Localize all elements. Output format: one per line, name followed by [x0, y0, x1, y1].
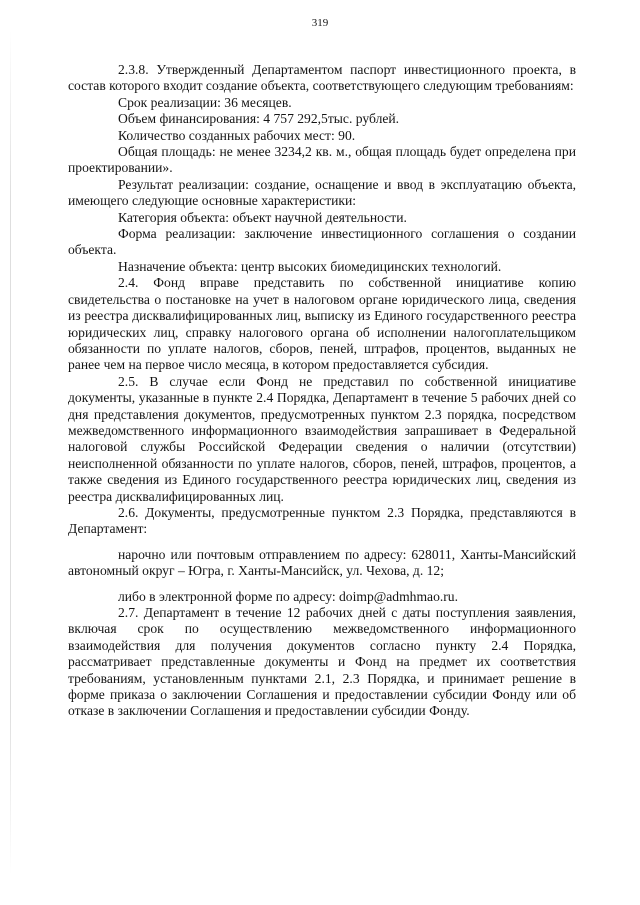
paragraph-jobs: Количество созданных рабочих мест: 90.: [118, 127, 356, 143]
paragraph-2-7: 2.7. Департамент в течение 12 рабочих дней с даты поступления заявления, включая срок по осуществлению межведомственного информационного взаимодействия для получения документов согласно пункту 2.4 Порядка, рассматривает представленные документы и Фонд на предмет их соответствия требованиям, установленным пунктами 2.1, 2.3 Порядка, и принимает решение в форме приказа о заключении Соглашения и предоставлении субсидии Фонду или об отказе в заключении Соглашения и предоставлении субсидии Фонду.: [68, 605, 576, 719]
paragraph-term: Срок реализации: 36 месяцев.: [118, 94, 292, 110]
page-number: 319: [311, 17, 329, 29]
paragraph-delivery: нарочно или почтовым отправлением по адресу: 628011, Ханты-Мансийский автономный округ – Югра, г. Ханты-Мансийск, ул. Чехова, д. 12;: [68, 546, 576, 579]
paragraph-2-4: 2.4. Фонд вправе представить по собственной инициативе копию свидетельства о постановке на учет в налоговом органе юридического лица, сведения из реестра дисквалифицированных лиц, выписку из Единого государственного реестра юридических лиц, справку налогового органа об исполнении налогоплательщиком обязанности по уплате налогов, сборов, пеней, штрафов, процентов, выданных не ранее чем на первое число месяца, в котором предоставляется субсидия.: [68, 275, 576, 373]
paragraph-electronic: либо в электронной форме по адресу: doimp@admhmao.ru.: [118, 588, 458, 604]
paragraph-2-5: 2.5. В случае если Фонд не представил по собственной инициативе документы, указанные в пункте 2.4 Порядка, Департамент в течение 5 рабочих дней со дня представления документов, предусмотренных пунктом 2.3 порядка, посредством межведомственного информационного взаимодействия запрашивает в Федеральной налоговой службы Российской Федерации сведения о наличии (отсутствии) неисполненной обязанности по уплате налогов, сборов, пеней, штрафов, процентов, а также сведения из Единого государственного реестра юридических лиц, сведения из реестра дисквалифицированных лиц.: [68, 373, 576, 504]
paragraph-form: Форма реализации: заключение инвестиционного соглашения о создании объекта.: [68, 226, 576, 258]
paragraph-2-3-8: 2.3.8. Утвержденный Департаментом паспорт инвестиционного проекта, в состав которого входит создание объекта, соответствующего следующим требованиям:: [68, 62, 576, 94]
paragraph-result: Результат реализации: создание, оснащение и ввод в эксплуатацию объекта, имеющего следующие основные характеристики:: [68, 176, 576, 209]
paragraph-category: Категория объекта: объект научной деятельности.: [118, 209, 407, 225]
paragraph-purpose: Назначение объекта: центр высоких биомедицинских технологий.: [118, 258, 502, 274]
paragraph-area: Общая площадь: не менее 3234,2 кв. м., общая площадь будет определена при проектировании».: [68, 144, 576, 176]
paragraph-2-6: 2.6. Документы, предусмотренные пунктом 2.3 Порядка, представляются в Департамент:: [68, 504, 576, 537]
scan-edge-shadow: [10, 30, 11, 875]
paragraph-financing: Объем финансирования: 4 757 292,5тыс. рублей.: [118, 111, 400, 127]
document-body: [68, 62, 576, 720]
